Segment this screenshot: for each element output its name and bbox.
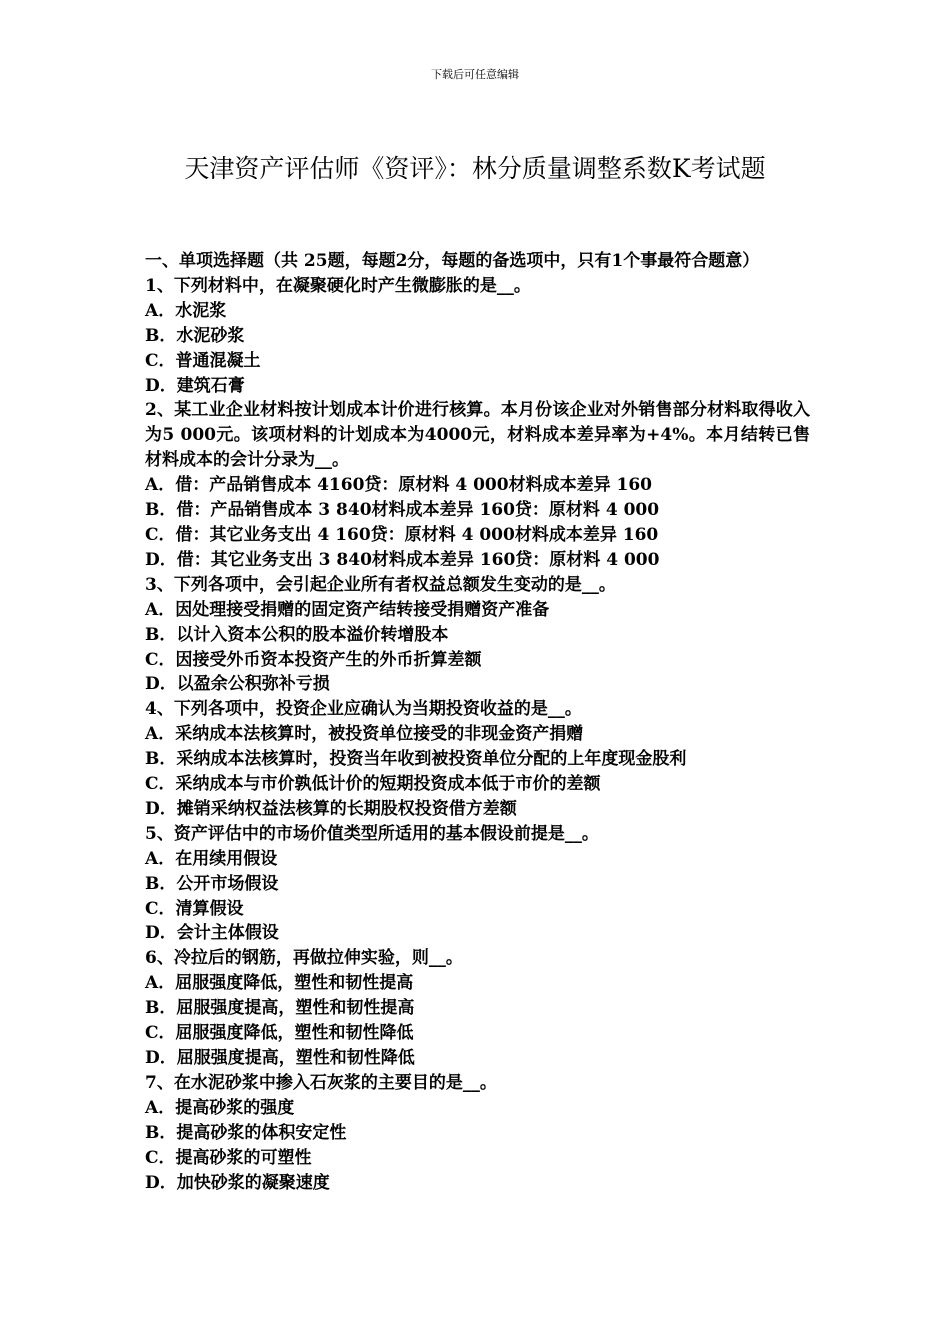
option-b: B．借：产品销售成本 3 840材料成本差异 160贷：原材料 4 000: [145, 500, 660, 521]
option-a: A．水泥浆: [145, 300, 227, 321]
option-c: C．普通混凝土: [145, 350, 261, 371]
option-b: B．屈服强度提高，塑性和韧性提高: [145, 998, 415, 1019]
question-text: 5、资产评估中的市场价值类型所适用的基本假设前提是__。: [145, 823, 599, 844]
option-c: C．采纳成本与市价孰低计价的短期投资成本低于市价的差额: [145, 774, 601, 795]
option-a: A．提高砂浆的强度: [145, 1097, 295, 1118]
question-6: [145, 946, 810, 1071]
option-a: A．采纳成本法核算时，被投资单位接受的非现金资产捐赠: [145, 724, 584, 745]
question-text: 4、下列各项中，投资企业应确认为当期投资收益的是__。: [145, 699, 582, 720]
question-5: [145, 822, 810, 947]
question-text: 6、冷拉后的钢筋，再做拉伸实验，则__。: [145, 948, 463, 969]
question-7: [145, 1071, 810, 1196]
header-note: 下载后可任意编辑: [431, 68, 519, 81]
question-text: 3、下列各项中，会引起企业所有者权益总额发生变动的是__。: [145, 574, 616, 595]
option-b: B．以计入资本公积的股本溢价转增股本: [145, 624, 449, 645]
option-a: A．屈服强度降低，塑性和韧性提高: [145, 973, 414, 994]
question-4: [145, 697, 810, 822]
option-b: B．采纳成本法核算时，投资当年收到被投资单位分配的上年度现金股利: [145, 749, 687, 770]
option-a: A．因处理接受捐赠的固定资产结转接受捐赠资产准备: [145, 599, 550, 620]
option-a: A．借：产品销售成本 4160贷：原材料 4 000材料成本差异 160: [145, 475, 652, 496]
question-text: 2、某工业企业材料按计划成本计价进行核算。本月份该企业对外销售部分材料取得收入为5 000元。该项材料的计划成本为4000元，材料成本差异率为+4%。本月结转已售材料成本的会计分录为__。: [145, 400, 810, 471]
question-text: 7、在水泥砂浆中掺入石灰浆的主要目的是__。: [145, 1072, 497, 1093]
option-d: D．借：其它业务支出 3 840材料成本差异 160贷：原材料 4 000: [145, 549, 660, 570]
option-c: C．借：其它业务支出 4 160贷：原材料 4 000材料成本差异 160: [145, 524, 659, 545]
document-body: [145, 249, 810, 1195]
option-d: D．摊销采纳权益法核算的长期股权投资借方差额: [145, 798, 517, 819]
option-b: B．水泥砂浆: [145, 325, 245, 346]
option-b: B．公开市场假设: [145, 873, 279, 894]
question-2: [145, 398, 810, 572]
document-title: 天津资产评估师《资评》：林分质量调整系数K考试题: [184, 154, 766, 183]
option-d: D．加快砂浆的凝聚速度: [145, 1172, 330, 1193]
option-d: D．屈服强度提高，塑性和韧性降低: [145, 1048, 415, 1068]
section-heading: 一、单项选择题（共 25题，每题2分，每题的备选项中，只有1个事最符合题意）: [145, 251, 760, 271]
option-c: C．提高砂浆的可塑性: [145, 1147, 312, 1168]
option-c: C．因接受外币资本投资产生的外币折算差额: [145, 649, 482, 670]
option-a: A．在用续用假设: [145, 848, 278, 869]
question-1: [145, 274, 810, 399]
option-d: D．会计主体假设: [145, 923, 279, 944]
option-d: D．建筑石膏: [145, 375, 245, 396]
option-d: D．以盈余公积弥补亏损: [145, 674, 330, 695]
option-c: C．屈服强度降低，塑性和韧性降低: [145, 1023, 414, 1044]
question-3: [145, 573, 810, 698]
option-b: B．提高砂浆的体积安定性: [145, 1122, 347, 1143]
option-c: C．清算假设: [145, 898, 244, 919]
question-text: 1、下列材料中，在凝聚硬化时产生微膨胀的是__。: [145, 275, 531, 296]
